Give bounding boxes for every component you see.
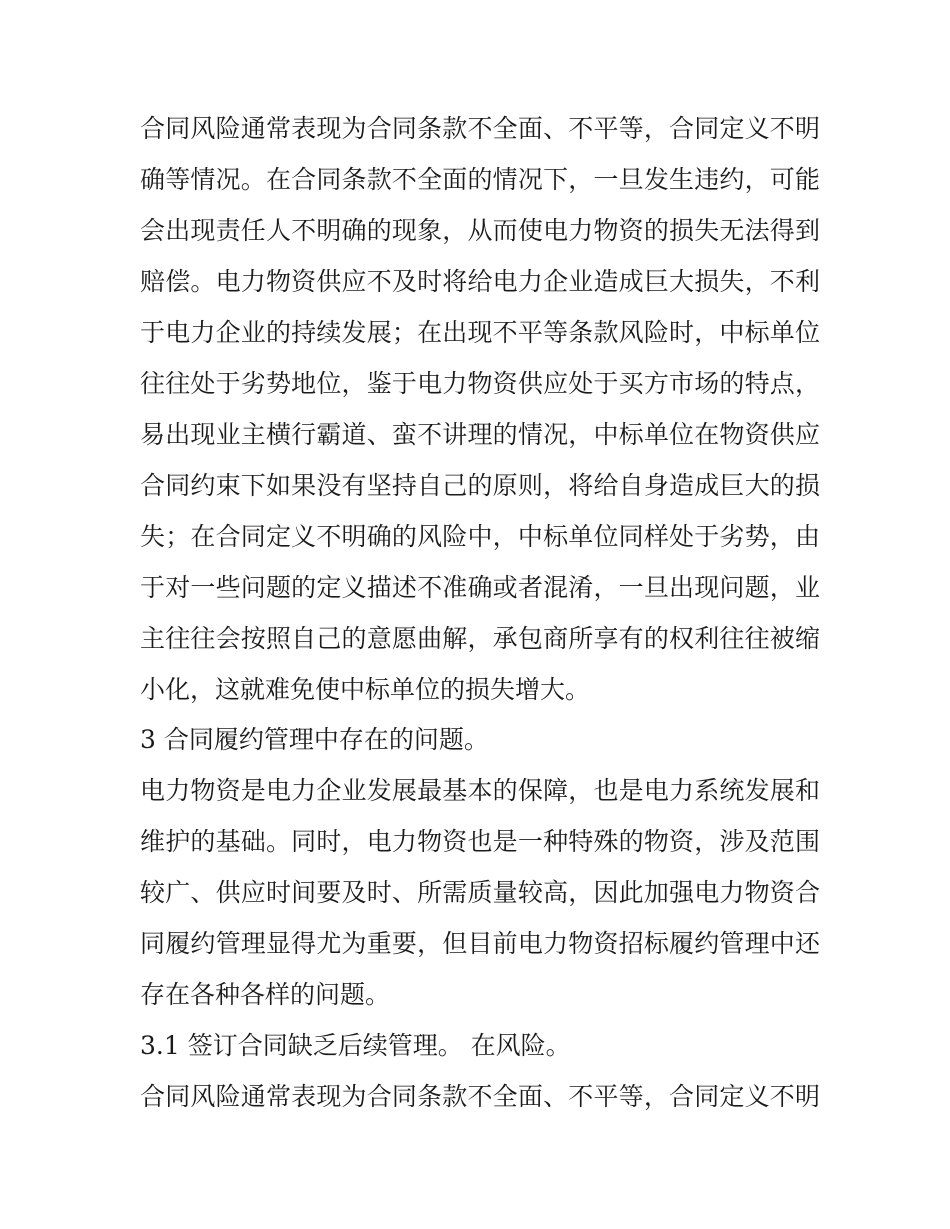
section-heading: 3 合同履约管理中存在的问题。 (140, 725, 489, 754)
text-line: 合同约束下如果没有坚持自己的原则，将给自身造成巨大的损 (140, 471, 820, 500)
text-line: 会出现责任人不明确的现象，从而使电力物资的损失无法得到 (140, 216, 820, 245)
text-line: 易出现业主横行霸道、蛮不讲理的情况，中标单位在物资供应 (140, 420, 820, 449)
text-line: 主往往会按照自己的意愿曲解，承包商所享有的权利往往被缩 (140, 624, 820, 653)
text-line: 往往处于劣势地位，鉴于电力物资供应处于买方市场的特点， (140, 369, 820, 398)
text-line: 合同风险通常表现为合同条款不全面、不平等，合同定义不明 (140, 114, 820, 143)
text-line: 较广、供应时间要及时、所需质量较高，因此加强电力物资合 (140, 878, 820, 907)
text-line: 同履约管理显得尤为重要，但目前电力物资招标履约管理中还 (140, 929, 820, 958)
text-line: 确等情况。在合同条款不全面的情况下，一旦发生违约，可能 (140, 165, 820, 194)
text-line: 电力物资是电力企业发展最基本的保障，也是电力系统发展和 (140, 776, 820, 805)
text-line: 赔偿。电力物资供应不及时将给电力企业造成巨大损失，不利 (140, 267, 820, 296)
text-line: 存在各种各样的问题。 (140, 980, 391, 1009)
text-line: 小化，这就难免使中标单位的损失增大。 (140, 675, 591, 704)
text-line: 合同风险通常表现为合同条款不全面、不平等，合同定义不明 (140, 1082, 820, 1111)
text-line: 维护的基础。同时，电力物资也是一种特殊的物资，涉及范围 (140, 827, 820, 856)
text-line: 失；在合同定义不明确的风险中，中标单位同样处于劣势，由 (140, 522, 820, 551)
text-line: 于对一些问题的定义描述不准确或者混淆，一旦出现问题，业 (140, 573, 820, 602)
text-line: 于电力企业的持续发展；在出现不平等条款风险时，中标单位 (140, 318, 820, 347)
subsection-heading: 3.1 签订合同缺乏后续管理。 在风险。 (140, 1031, 571, 1060)
